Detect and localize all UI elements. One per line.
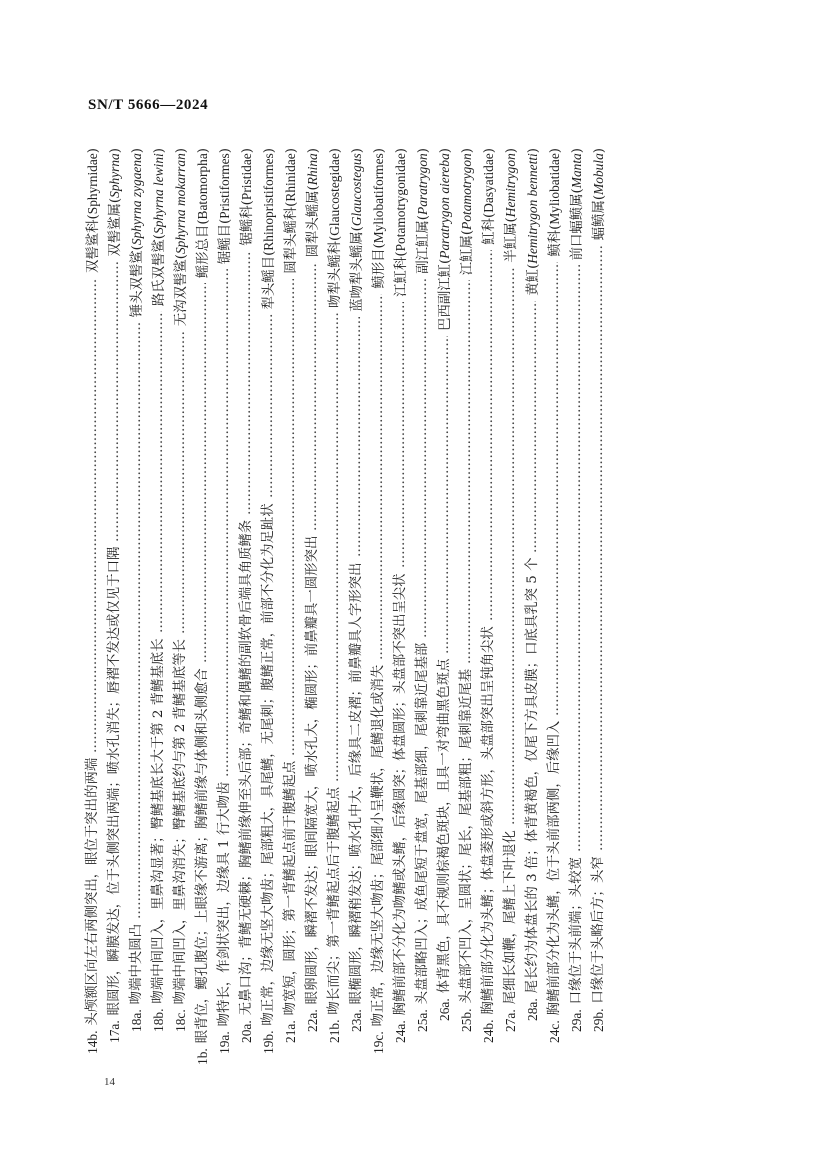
dot-leader (82, 278, 104, 753)
close-paren: ) (129, 148, 145, 154)
taxon-latin-name: Dasyatidae (480, 153, 496, 213)
dot-leader (258, 314, 280, 498)
key-entry-24b (478, 148, 500, 1065)
entry-taxon (192, 148, 214, 278)
key-entry-25a (412, 148, 434, 1065)
dot-leader (192, 283, 214, 663)
taxon-chinese-name: 魟科 (481, 217, 497, 245)
open-paren: ( (415, 214, 431, 221)
entry-code: 20a. (239, 1020, 254, 1043)
standard-number: SN/T 5666—2024 (88, 97, 209, 113)
close-paren: ) (459, 148, 475, 154)
entry-taxon (390, 148, 412, 297)
entry-description: 吻长而尖；第一背鳍起点后于腹鳍起点 (327, 786, 342, 1015)
entry-description: 尾细长如鞭，尾鳍上下叶退化 (503, 830, 518, 1005)
open-paren: ( (459, 229, 475, 236)
key-entry-22a (302, 148, 324, 1065)
dot-leader (478, 250, 500, 621)
taxon-chinese-name: 副江魟属 (415, 220, 431, 274)
entry-description: 眼卵圆形，瞬褶不发达；眼间隔宽大，喷水孔大，椭圆形；前鼻瓣具一圆形突出 (305, 535, 320, 1005)
close-paren: ) (415, 148, 431, 154)
close-paren: ) (525, 148, 541, 154)
close-paren: ) (393, 148, 409, 154)
entry-code: 19a. (217, 1031, 232, 1054)
entry-code: 17a. (107, 1020, 122, 1043)
close-paren: ) (239, 148, 255, 154)
taxon-chinese-name: 巴西副江魟 (437, 263, 453, 331)
entry-taxon (478, 148, 500, 245)
close-paren: ) (503, 148, 519, 154)
key-entry-17a (104, 148, 126, 1065)
taxon-chinese-name: 蝠鲼属 (591, 200, 607, 241)
open-paren: ( (239, 200, 255, 206)
key-entry-19a (214, 148, 236, 1065)
entry-taxon (566, 148, 588, 260)
dot-leader (236, 251, 258, 515)
entry-description: 眼背位，鳃孔腹位；上眼缘不游离；胸鳍前缘与体侧和头侧愈合 (195, 668, 210, 1044)
taxon-chinese-name: 锯鳐科 (239, 205, 255, 246)
close-paren: ) (349, 148, 365, 154)
entry-code: 25a. (415, 1009, 430, 1032)
open-paren: ( (349, 226, 365, 232)
key-entry-1b (192, 148, 214, 1065)
entry-description: 胸鳍前部分化为头鳍，位于头前部两侧，后缘凹入 (547, 720, 562, 1016)
entry-taxon (302, 148, 324, 257)
key-entry-24a (390, 148, 412, 1065)
key-entry-25b (456, 148, 478, 1065)
dot-leader (302, 262, 324, 530)
key-entry-18b (148, 148, 170, 1065)
entry-description: 胸鳍前部分化为头鳍；体盘菱形或斜方形，头盘部突出呈钝角尖状 (481, 626, 496, 1015)
entry-taxon (148, 148, 170, 306)
entry-description: 吻正常，边缘无坚大吻齿；尾部粗大，具尾鳍，无尾刺；腹鳍正常，前部不分化为足趾状 (261, 503, 276, 1026)
entry-code: 14b. (85, 1030, 100, 1054)
key-entry-21a (280, 148, 302, 1065)
dot-leader (412, 279, 434, 638)
taxon-latin-name: Glaucostegidae (326, 153, 342, 236)
close-paren: ) (283, 148, 299, 154)
taxon-latin-name: Pristidae (238, 153, 254, 201)
dot-leader (148, 311, 170, 633)
taxon-latin-name: Rhina (304, 153, 320, 186)
dot-leader (324, 313, 346, 782)
entry-taxon (104, 148, 126, 257)
identification-key (82, 148, 610, 1065)
close-paren: ) (305, 148, 321, 154)
open-paren: ( (283, 201, 299, 207)
entry-code: 29b. (591, 1008, 606, 1032)
close-paren: ) (327, 148, 343, 154)
entry-code: 21a. (283, 1020, 298, 1043)
entry-taxon (412, 148, 434, 274)
taxon-chinese-name: 圆犁头鳐属 (305, 190, 321, 258)
key-entry-18c (170, 148, 192, 1065)
dot-leader (390, 302, 412, 569)
taxon-latin-name: Hemitrygon bennetti (524, 153, 540, 264)
dot-leader (456, 280, 478, 664)
close-paren: ) (261, 148, 277, 154)
taxon-chinese-name: 蓝吻犁头鳐属 (349, 231, 365, 312)
entry-code: 26a. (437, 998, 452, 1021)
close-paren: ) (195, 148, 211, 154)
taxon-latin-name: Sphyrna lewini (150, 153, 166, 234)
taxon-latin-name: Rhinopristiformes (260, 153, 276, 251)
entry-taxon (346, 148, 368, 312)
entry-description: 无鼻口沟；背鳍无硬棘；胸鳍前缘伸至头后部；奇鳍和偶鳍的副软骨后端具角质鳍条 (239, 519, 254, 1016)
key-entry-14b (82, 148, 104, 1065)
entry-code: 21b. (327, 1019, 342, 1043)
key-entry-21b (324, 148, 346, 1065)
close-paren: ) (173, 148, 189, 154)
taxon-chinese-name: 鳐形总目 (195, 224, 211, 279)
taxon-latin-name: Myliobatidae (546, 153, 562, 225)
dot-leader (104, 262, 126, 542)
taxon-latin-name: Batomorpha (194, 153, 210, 220)
entry-description: 吻特长，作剑状突出，边缘具 1 行大吻齿 (217, 781, 232, 1027)
taxon-latin-name: Sphyrnidae (84, 153, 100, 215)
entry-code: 19c. (371, 1031, 386, 1054)
key-entry-19c (368, 148, 390, 1065)
entry-description: 头颅额区向左右两侧突出，眼位于突出的两端 (85, 757, 100, 1026)
entry-description: 头盘部略凹入；成鱼尾短于盘宽，尾基部细，尾刺靠近尾基部 (415, 642, 430, 1005)
entry-taxon (170, 148, 192, 326)
close-paren: ) (151, 148, 167, 154)
dot-leader (280, 279, 302, 756)
taxon-chinese-name: 黄魟 (525, 268, 541, 296)
entry-taxon (368, 148, 390, 289)
open-paren: ( (217, 218, 233, 224)
taxon-chinese-name: 江魟科 (393, 256, 409, 297)
entry-code: 27a. (503, 1009, 518, 1032)
entry-taxon (258, 148, 280, 309)
entry-description: 吻宽短，圆形；第一背鳍起点前于腹鳍起点 (283, 760, 298, 1016)
open-paren: ( (525, 263, 541, 269)
taxon-latin-name: Sphyrna mokarran (172, 153, 188, 255)
entry-code: 24b. (481, 1019, 496, 1043)
open-paren: ( (437, 258, 453, 264)
close-paren: ) (371, 148, 387, 154)
open-paren: ( (371, 243, 387, 249)
entry-taxon (544, 148, 566, 257)
taxon-chinese-name: 双髻鲨科 (85, 219, 101, 274)
entry-description: 吻端中间凹入，里鼻沟消失；臀鳍基底约与第 2 背鳍基底等长 (173, 639, 188, 1005)
key-entry-20a (236, 148, 258, 1065)
entry-description: 头盘部不凹入，呈圆状；尾长，尾基部粗；尾刺靠近尾基 (459, 668, 474, 1004)
entry-code: 24c. (547, 1020, 562, 1043)
taxon-latin-name: Rhinidae (282, 153, 298, 202)
entry-code: 25b. (459, 1008, 474, 1032)
open-paren: ( (569, 188, 585, 194)
dot-leader (346, 317, 368, 558)
entry-description: 口缘位于头略后方；头窄 (591, 856, 606, 1004)
open-paren: ( (393, 251, 409, 257)
entry-description: 眼椭圆形，瞬褶稍发达；喷水孔中大，后缘具二皮褶；前鼻瓣具人字形突出 (349, 562, 364, 1005)
taxon-latin-name: Potamotrygon (458, 153, 474, 230)
taxon-chinese-name: 鲼形目 (371, 248, 387, 289)
close-paren: ) (591, 148, 607, 154)
taxon-chinese-name: 无沟双髻鲨 (173, 259, 189, 327)
entry-code: 24a. (393, 1020, 408, 1043)
dot-leader (368, 294, 390, 660)
close-paren: ) (85, 148, 101, 154)
key-entry-28a (522, 148, 544, 1065)
key-entry-26a (434, 148, 456, 1065)
open-paren: ( (151, 233, 167, 240)
entry-code: 19b. (261, 1030, 276, 1054)
dot-leader (522, 301, 544, 553)
entry-code: 29a. (569, 1009, 584, 1032)
key-entry-29a (566, 148, 588, 1065)
taxon-latin-name: Sphyrna (106, 153, 122, 198)
taxon-chinese-name: 锤头双髻鲨 (129, 250, 145, 318)
entry-code: 22a. (305, 1009, 320, 1032)
entry-taxon (500, 148, 522, 263)
open-paren: ( (85, 214, 101, 220)
entry-description: 体背黑色，具不规则棕褐色斑块，且具一对弯曲黑色斑点 (437, 658, 452, 994)
taxon-chinese-name: 吻犁头鳐科 (327, 241, 343, 308)
taxon-chinese-name: 前口蝠鲼属 (569, 193, 585, 261)
entry-taxon (588, 148, 610, 240)
key-entry-23a (346, 148, 368, 1065)
close-paren: ) (481, 148, 497, 154)
key-entry-29b (588, 148, 610, 1065)
entry-taxon (522, 148, 544, 296)
entry-description: 吻端中央圆凸 (129, 923, 144, 1005)
close-paren: ) (437, 148, 453, 154)
taxon-latin-name: Hemitrygon (502, 153, 518, 218)
entry-code: 1b. (195, 1048, 210, 1065)
key-entry-27a (500, 148, 522, 1065)
taxon-latin-name: Paratrygon aiereba (436, 153, 452, 259)
key-entry-18a (126, 148, 148, 1065)
entry-taxon (434, 148, 456, 331)
close-paren: ) (217, 148, 233, 154)
entry-taxon (280, 148, 302, 274)
entry-taxon (324, 148, 346, 308)
open-paren: ( (107, 197, 123, 204)
taxon-chinese-name: 锯鳐目 (217, 223, 233, 265)
entry-code: 23a. (349, 1009, 364, 1032)
open-paren: ( (173, 254, 189, 260)
open-paren: ( (591, 194, 607, 201)
entry-description: 尾长约为体盘长的 3 倍；体背黄褐色，仅尾下方具皮膜；口底具乳突 5 个 (525, 557, 540, 994)
taxon-chinese-name: 路氏双髻鲨 (151, 239, 167, 307)
dot-leader (126, 322, 148, 919)
dot-leader (434, 336, 456, 654)
entry-code: 18a. (129, 1009, 144, 1032)
open-paren: ( (305, 185, 321, 191)
key-entry-24c (544, 148, 566, 1065)
taxon-latin-name: Paratrygon (414, 153, 430, 215)
taxon-chinese-name: 半魟属 (503, 222, 519, 263)
entry-description: 吻端中间凹入，里鼻沟显著；臀鳍基底长大于第 2 背鳍基底长 (151, 638, 166, 1004)
entry-code: 28a. (525, 998, 540, 1021)
entry-taxon (236, 148, 258, 246)
entry-taxon (126, 148, 148, 317)
entry-taxon (214, 148, 236, 264)
open-paren: ( (327, 235, 343, 242)
page-number: 14 (104, 1076, 115, 1088)
close-paren: ) (547, 148, 563, 154)
taxon-latin-name: Sphyrna zygaena (128, 153, 144, 246)
open-paren: ( (547, 224, 563, 230)
close-paren: ) (569, 148, 585, 154)
dot-leader (588, 245, 610, 851)
taxon-latin-name: Pristiformes (216, 153, 232, 219)
taxon-chinese-name: 鲼科 (547, 229, 563, 257)
open-paren: ( (129, 245, 145, 251)
entry-taxon (456, 148, 478, 275)
taxon-chinese-name: 犁头鳐目 (261, 255, 277, 310)
dot-leader (544, 262, 566, 716)
entry-taxon (82, 148, 104, 273)
open-paren: ( (503, 217, 519, 223)
taxon-chinese-name: 圆犁头鳐科 (283, 206, 299, 274)
taxon-chinese-name: 江魟属 (459, 235, 475, 276)
open-paren: ( (481, 212, 497, 218)
taxon-latin-name: Glaucostegus (348, 153, 364, 227)
dot-leader (214, 269, 236, 777)
entry-description: 口缘位于头前端；头较宽 (569, 857, 584, 1005)
taxon-latin-name: Myliobatiformes (370, 153, 386, 244)
open-paren: ( (261, 250, 277, 256)
entry-code: 18c. (173, 1009, 188, 1032)
taxon-latin-name: Potamotrygonidae (392, 153, 408, 252)
taxon-latin-name: Mobula (590, 153, 606, 195)
dot-leader (500, 268, 522, 826)
entry-code: 18b. (151, 1008, 166, 1032)
entry-description: 眼圆形，瞬膜发达，位于头侧突出两端；喷水孔消失；唇褶不发达或仅见于口隅 (107, 546, 122, 1016)
dot-leader (170, 331, 192, 634)
key-entry-19b (258, 148, 280, 1065)
close-paren: ) (107, 148, 123, 154)
taxon-chinese-name: 双髻鲨属 (107, 203, 123, 257)
taxon-latin-name: Manta (568, 153, 584, 189)
entry-description: 吻正常，边缘无坚大吻齿；尾部细小呈鞭状，尾鳍退化或消失 (371, 664, 386, 1027)
open-paren: ( (195, 219, 211, 225)
dot-leader (566, 265, 588, 852)
entry-description: 胸鳍前部不分化为吻鳍或头鳍，后缘圆突；体盘圆形；头盘部不突出呈尖状 (393, 573, 408, 1016)
